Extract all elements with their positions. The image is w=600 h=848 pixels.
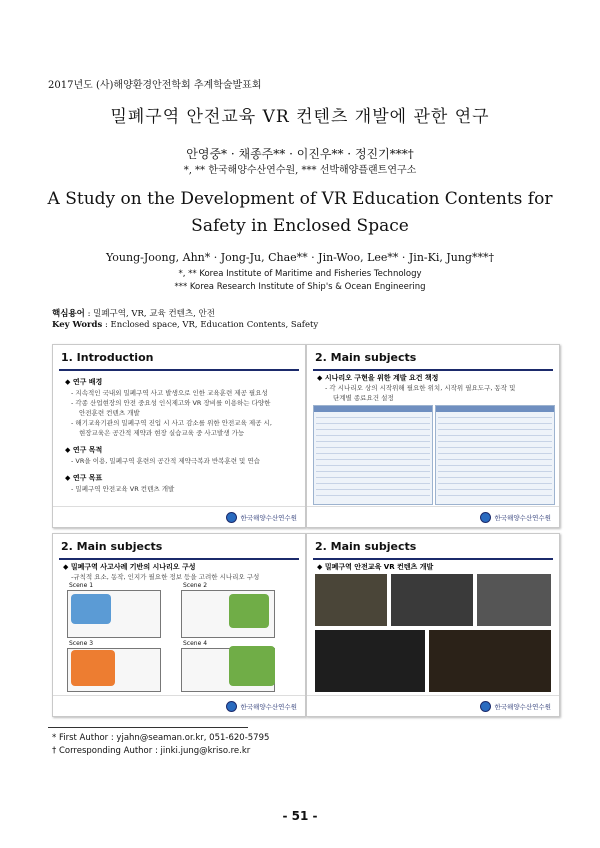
- bullet-heading: ◆ 연구 목표: [65, 474, 103, 482]
- slide-introduction: [52, 344, 306, 528]
- logo-text: 한국해양수산연수원: [240, 703, 297, 711]
- institute-logo: [226, 512, 297, 523]
- requirements-table-right: [435, 405, 555, 505]
- logo-icon: [226, 512, 237, 523]
- bullet-line: - 해기교육기관의 밀폐구역 진입 시 사고 감소를 위한 안전교육 제공 시,: [71, 419, 272, 427]
- slide-requirements: [306, 344, 560, 528]
- korean-keywords-text: : 밀폐구역, VR, 교육 컨텐츠, 안전: [87, 309, 215, 319]
- english-keywords-label: Key Words: [52, 320, 103, 330]
- requirements-table-left: [313, 405, 433, 505]
- scene-3-callout: [71, 650, 115, 686]
- english-affiliation-2: *** Korea Research Institute of Ship's & Ocean Engineering: [174, 282, 426, 292]
- vr-screenshot-1: [315, 574, 387, 626]
- bullet-line: - 밀폐구역 안전교육 VR 컨텐츠 개발: [71, 485, 175, 493]
- bullet-line: 현장교육은 공간적 제약과 현장 실습교육 중 사고발생 가능: [79, 429, 245, 437]
- bullet-line: -규칙적 요소, 동작, 인지가 필요한 정보 등을 고려한 시나리오 구성: [71, 573, 260, 581]
- korean-keywords: [52, 307, 215, 319]
- logo-text: 한국해양수산연수원: [494, 514, 551, 522]
- vr-screenshot-3: [477, 574, 551, 626]
- english-title: A Study on the Development of VR Education Contents for Safety in Enclosed Space: [47, 189, 553, 236]
- bullet-line: - VR을 이용, 밀폐구역 훈련의 공간적 제약극복과 반복훈련 및 연습: [71, 457, 260, 465]
- conference-name: 2017년도 (사)해양환경안전학회 추계학술발표회: [48, 80, 262, 91]
- bullet-heading: ◆ 시나리오 구현을 위한 계발 요건 책정: [317, 374, 439, 382]
- bullet-line: - 각 시나리오 상의 시작위해 필요한 위치, 시작위 필요도구, 동작 및: [325, 384, 516, 392]
- bullet-heading: ◆ 밀폐구역 사고사례 기반의 시나리오 구성: [63, 563, 196, 571]
- scene-4-label: Scene 4: [183, 640, 208, 647]
- logo-text: 한국해양수산연수원: [494, 703, 551, 711]
- slide-vr-contents: [306, 533, 560, 717]
- slide-title: 2. Main subjects: [315, 351, 417, 364]
- footnote-separator: [48, 727, 248, 728]
- scene-4-callout: [229, 646, 275, 686]
- slide-title: 2. Main subjects: [315, 540, 417, 553]
- english-keywords: [52, 320, 318, 330]
- bullet-heading: ◆ 밀폐구역 안전교육 VR 컨텐츠 개발: [317, 563, 434, 571]
- korean-authors: 안영중* · 채종주** · 이진우** · 정진기***†: [186, 147, 414, 161]
- korean-title: 밀폐구역 안전교육 VR 컨텐츠 개발에 관한 연구: [110, 107, 490, 127]
- scene-2-callout: [229, 594, 269, 628]
- title-rule: [59, 558, 299, 560]
- korean-affiliation: *, ** 한국해양수산연수원, *** 선박해양플랜트연구소: [183, 165, 417, 176]
- logo-icon: [480, 701, 491, 712]
- scene-1-label: Scene 1: [69, 582, 94, 589]
- vr-screenshot-2: [391, 574, 473, 626]
- scene-2-label: Scene 2: [183, 582, 208, 589]
- footnote-corresponding: † Corresponding Author : jinki.jung@kriso.re.kr: [52, 746, 251, 756]
- logo-text: 한국해양수산연수원: [240, 514, 297, 522]
- slide-footer: [307, 695, 559, 716]
- bullet-heading: ◆ 연구 목적: [65, 446, 103, 454]
- scene-3-label: Scene 3: [69, 640, 94, 647]
- title-rule: [313, 558, 553, 560]
- bullet-line: 단계별 종료요건 설정: [333, 394, 394, 402]
- korean-keywords-label: 핵심용어: [52, 309, 85, 319]
- slide-scenarios: [52, 533, 306, 717]
- english-keywords-text: : Enclosed space, VR, Education Contents, Safety: [104, 320, 319, 330]
- institute-logo: [480, 701, 551, 712]
- logo-icon: [226, 701, 237, 712]
- logo-icon: [480, 512, 491, 523]
- vr-screenshot-5: [429, 630, 551, 692]
- bullet-line: - 각종 산업현장의 안전 중요성 인식제고와 VR 장비를 이용하는 다양한: [71, 399, 271, 407]
- vr-screenshot-4: [315, 630, 425, 692]
- english-authors: Young-Joong, Ahn* · Jong-Ju, Chae** · Jin-Woo, Lee** · Jin-Ki, Jung***†: [106, 251, 494, 264]
- slide-title: 1. Introduction: [61, 351, 154, 364]
- slide-footer: [307, 506, 559, 527]
- bullet-line: 안전훈련 컨텐츠 개발: [79, 409, 140, 417]
- bullet-line: - 지속적인 국내외 밀폐구역 사고 발생으로 인한 교육훈련 제공 필요성: [71, 389, 268, 397]
- title-rule: [313, 369, 553, 371]
- slide-title: 2. Main subjects: [61, 540, 163, 553]
- scene-1-callout: [71, 594, 111, 624]
- slide-footer: [53, 506, 305, 527]
- english-affiliation-1: *, ** Korea Institute of Maritime and Fisheries Technology: [178, 269, 422, 279]
- title-rule: [59, 369, 299, 371]
- institute-logo: [226, 701, 297, 712]
- bullet-heading: ◆ 연구 배경: [65, 378, 103, 386]
- page-number: - 51 -: [282, 809, 318, 823]
- institute-logo: [480, 512, 551, 523]
- footnote-first-author: * First Author : yjahn@seaman.or.kr, 051-620-5795: [52, 733, 270, 743]
- slide-footer: [53, 695, 305, 716]
